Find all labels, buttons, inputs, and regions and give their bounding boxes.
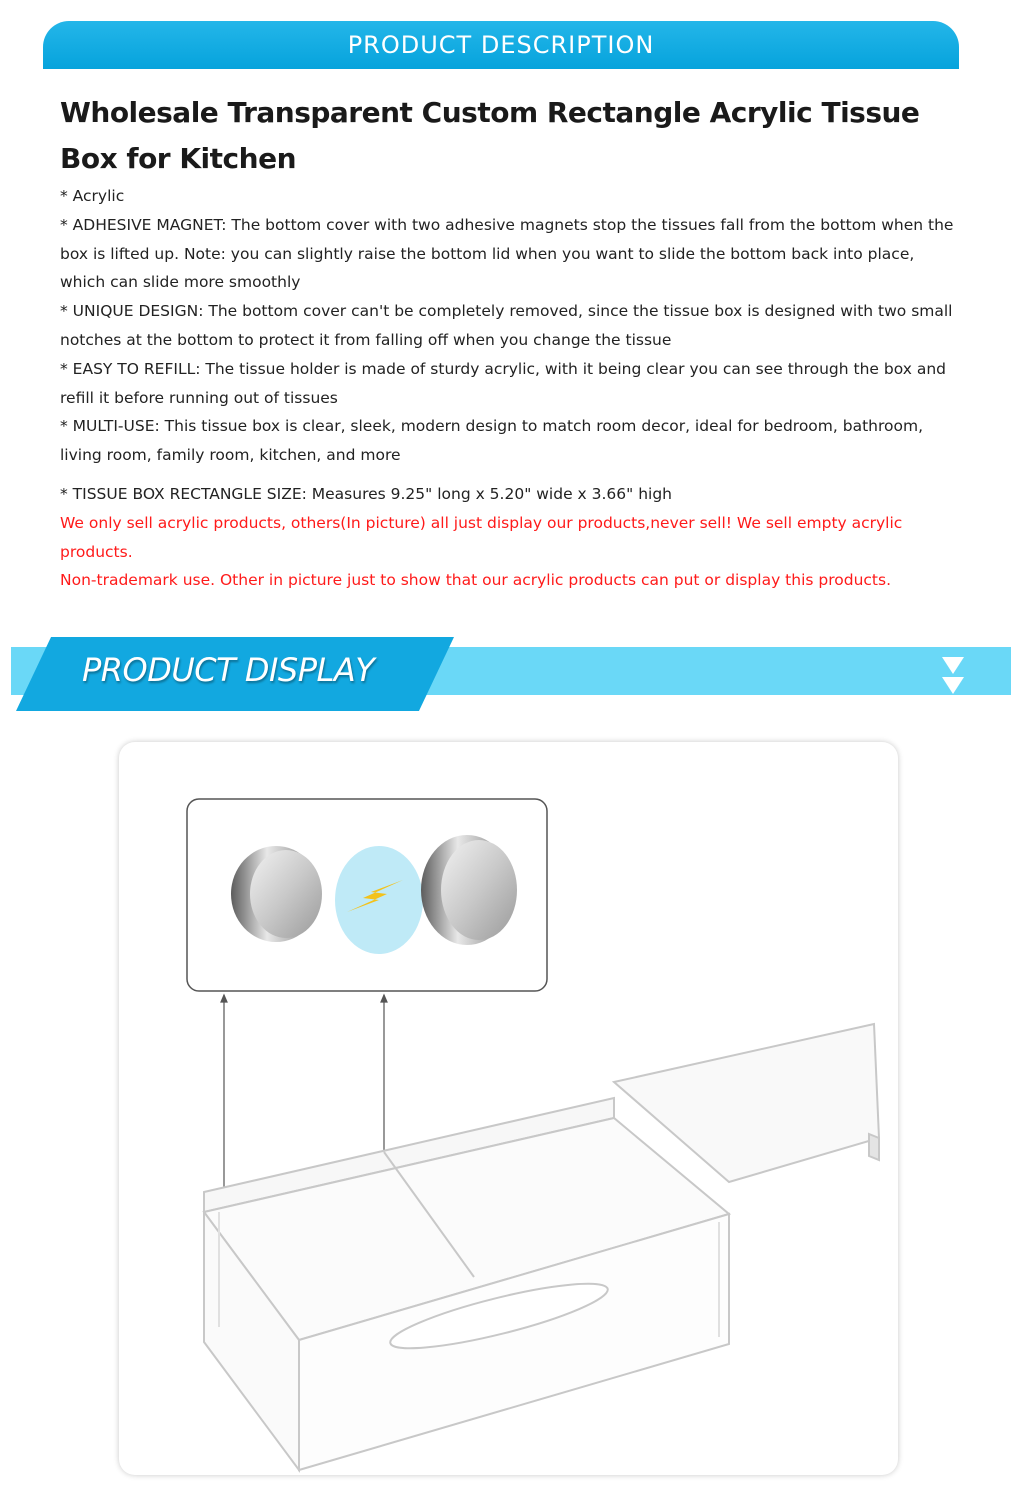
product-description-banner (43, 21, 959, 69)
product-features (60, 182, 960, 595)
feature-multi-use: * MULTI-USE: This tissue box is clear, sleek, modern design to match room decor, ideal for bedroom, bathroom, living room, family room, kitchen, and more (60, 417, 924, 465)
feature-material: * Acrylic (60, 187, 125, 205)
product-description-label: PRODUCT DESCRIPTION (347, 31, 655, 59)
chevron-down-icon (942, 677, 964, 694)
product-title: Wholesale Transparent Custom Rectangle Acrylic Tissue Box for Kitchen (60, 96, 920, 175)
feature-adhesive-magnet: * ADHESIVE MAGNET: The bottom cover with two adhesive magnets stop the tissues fall from the bottom when the box is lifted up. Note: you can slightly raise the bottom lid when you want to slide the bottom back into place, which can slide more smoothly (60, 215, 954, 292)
magnet-inset-panel (187, 799, 547, 991)
magnet-icon (421, 835, 517, 945)
tissue-box-drawing (204, 1024, 879, 1470)
product-display-label: PRODUCT DISPLAY (82, 651, 375, 689)
feature-size: * TISSUE BOX RECTANGLE SIZE: Measures 9.25" long x 5.20" wide x 3.66" high (60, 484, 673, 503)
notice-display-only: We only sell acrylic products, others(In picture) all just display our products,never sell! We sell empty acrylic products. (60, 513, 903, 561)
magnet-icon (231, 846, 322, 942)
feature-unique-design: * UNIQUE DESIGN: The bottom cover can't be completely removed, since the tissue box is designed with two small notches at the bottom to protect it from falling off when you change the tissue (60, 302, 953, 349)
chevron-down-icon (942, 657, 964, 674)
notice-non-trademark: Non-trademark use. Other in picture just to show that our acrylic products can put or display this products. (60, 571, 891, 590)
feature-easy-refill: * EASY TO REFILL: The tissue holder is made of sturdy acrylic, with it being clear you can see through the box and refill it before running out of tissues (60, 359, 946, 407)
tissue-box-illustration (119, 742, 898, 1475)
product-photo-card (119, 742, 898, 1475)
